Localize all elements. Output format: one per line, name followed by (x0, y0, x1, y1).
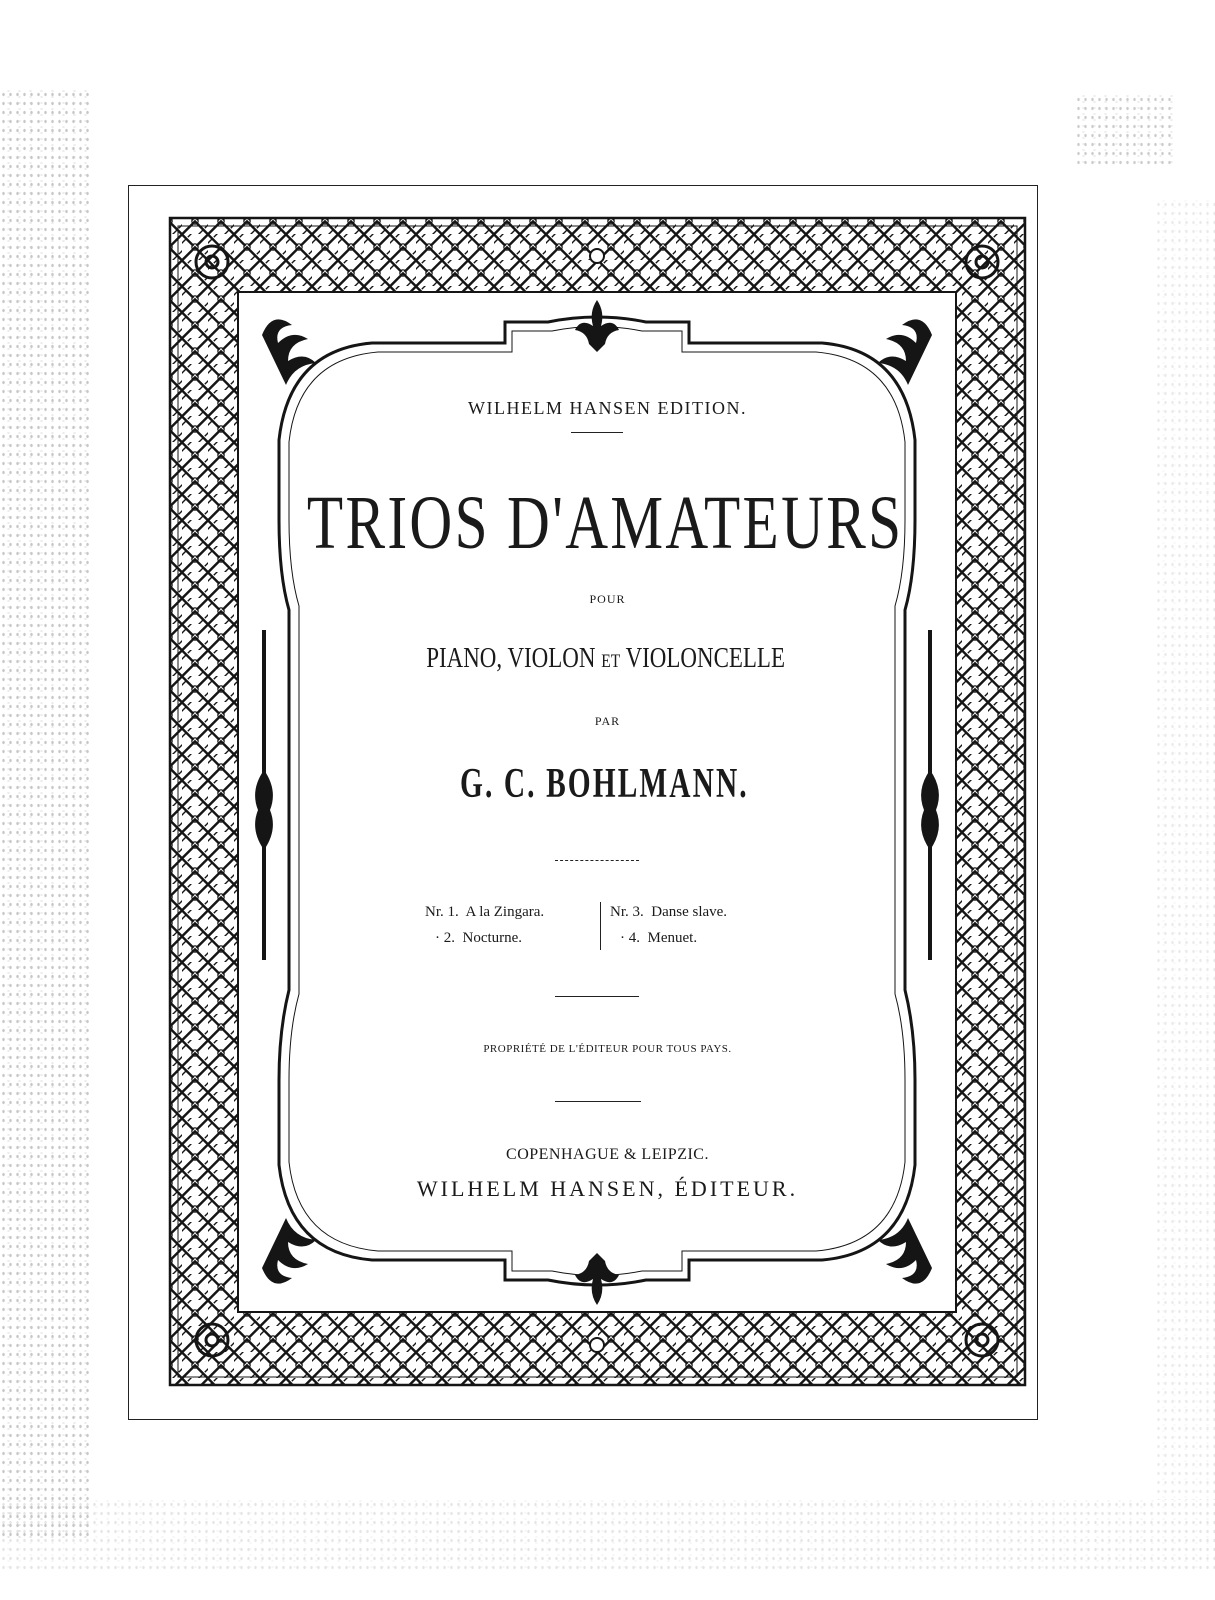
instrumentation-part1: PIANO, VIOLON (426, 643, 596, 674)
work-number: · 2. (435, 930, 455, 946)
instrumentation-part2: VIOLONCELLE (625, 643, 785, 674)
rule-under-edition (571, 432, 623, 433)
composer-name: G. C. BOHLMANN. (459, 761, 749, 807)
page-title: TRIOS D'AMATEURS (306, 481, 904, 565)
bottom-rosette (590, 1338, 604, 1352)
work-item-1 (425, 904, 544, 921)
imprint-city: COPENHAGUE & LEIPZIC. (506, 1146, 709, 1163)
work-number: · 4. (620, 930, 640, 946)
works-list (400, 900, 820, 952)
rights-notice: PROPRIÉTÉ DE L'ÉDITEUR POUR TOUS PAYS. (483, 1043, 732, 1055)
work-title: Danse slave. (651, 904, 728, 920)
works-divider (600, 902, 601, 950)
work-title: A la Zingara. (465, 904, 545, 920)
work-number: Nr. 3. (610, 904, 644, 920)
pour-label: POUR (589, 592, 626, 606)
rule-under-rights (555, 1101, 641, 1102)
work-item-3 (610, 904, 727, 921)
rule-under-composer (555, 860, 639, 861)
rule-under-works (555, 996, 639, 997)
work-title: Menuet. (647, 930, 698, 946)
work-number: Nr. 1. (425, 904, 459, 920)
work-title: Nocturne. (462, 930, 523, 946)
work-item-2 (435, 930, 522, 947)
instrumentation (107, 643, 1103, 675)
instrumentation-et: ET (601, 651, 621, 672)
work-item-4 (620, 930, 697, 947)
imprint-publisher: WILHELM HANSEN, ÉDITEUR. (416, 1176, 799, 1201)
par-label: PAR (594, 714, 621, 728)
top-rosette (590, 249, 604, 263)
edition-header: WILHELM HANSEN EDITION. (468, 398, 747, 418)
